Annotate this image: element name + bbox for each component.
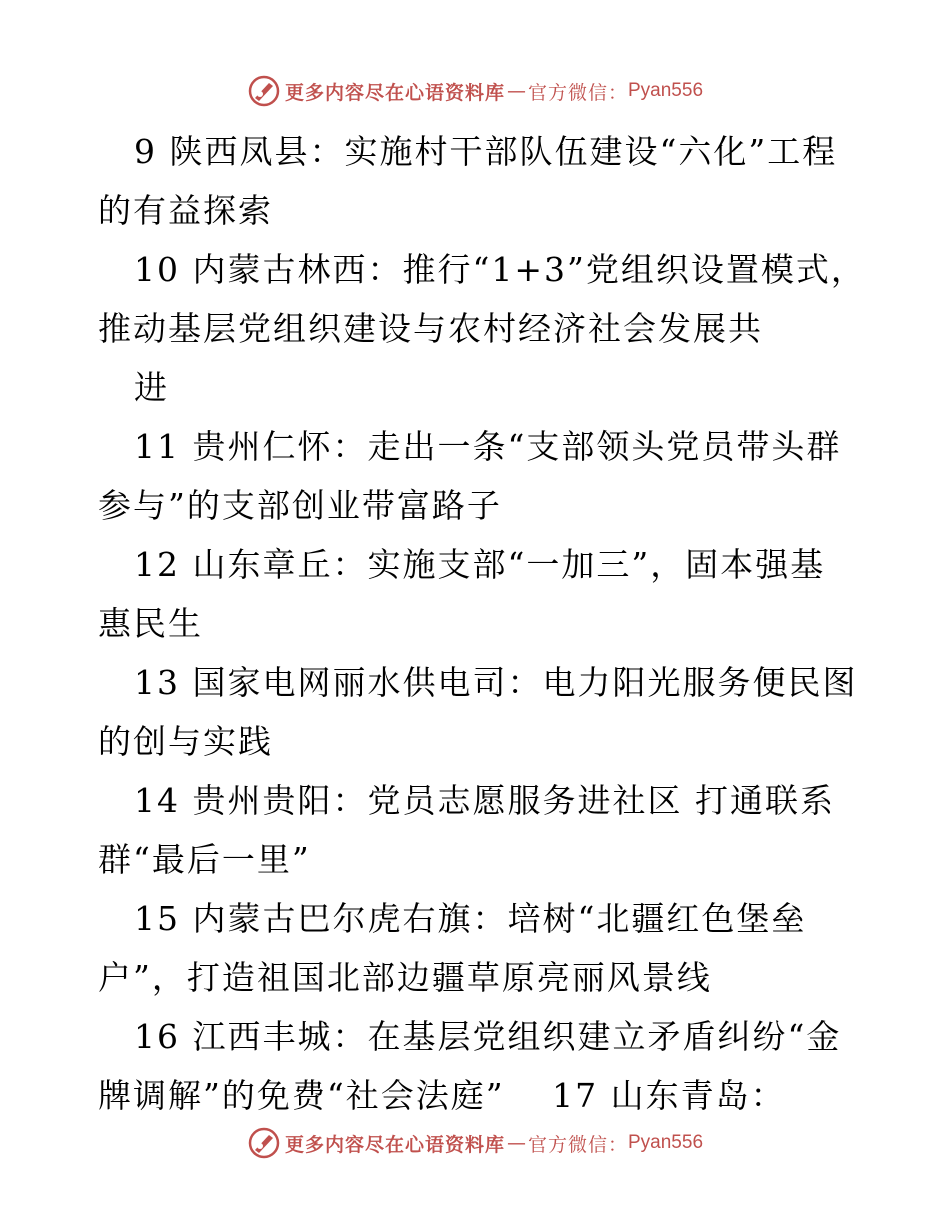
text-line: 户”，打造祖国北部边疆草原亮丽风景线 bbox=[98, 958, 712, 997]
text-line: 10 内蒙古林西：推行“1+3”党组织设置模式， bbox=[134, 250, 866, 289]
watermark-main-text: 更多内容尽在心语资料库 bbox=[284, 1133, 505, 1156]
footer-watermark bbox=[0, 1126, 950, 1160]
text-line: 13 国家电网丽水供电司：电力阳光服务便民图 bbox=[134, 663, 858, 702]
text-line: 牌调解”的免费“社会法庭” 17 山东青岛： bbox=[98, 1076, 786, 1115]
watermark-dash: — bbox=[506, 1132, 526, 1154]
text-line: 9 陕西凤县：实施村干部队伍建设“六化”工程 bbox=[134, 132, 838, 171]
watermark-dash: — bbox=[506, 80, 526, 102]
text-line: 参与”的支部创业带富路子 bbox=[98, 486, 502, 525]
text-line: 的创与实践 bbox=[98, 722, 273, 761]
text-line: 16 江西丰城：在基层党组织建立矛盾纠纷“金 bbox=[134, 1017, 842, 1056]
text-line: 惠民生 bbox=[98, 604, 203, 643]
text-line: 15 内蒙古巴尔虎右旗：培树“北疆红色堡垒 bbox=[134, 899, 807, 938]
text-line: 11 贵州仁怀：走出一条“支部领头党员带头群 bbox=[134, 427, 842, 466]
header-watermark bbox=[0, 74, 950, 108]
text-line: 12 山东章丘：实施支部“一加三”，固本强基 bbox=[134, 545, 826, 584]
text-line: 推动基层党组织建设与农村经济社会发展共 bbox=[98, 309, 763, 348]
watermark-sub-text: 官方微信： bbox=[527, 81, 628, 104]
text-line: 的有益探索 bbox=[98, 191, 273, 230]
watermark-wechat-id: Pyan556 bbox=[628, 1132, 704, 1153]
pen-seal-icon bbox=[247, 1126, 281, 1160]
watermark-wechat-id: Pyan556 bbox=[628, 80, 704, 101]
text-line: 14 贵州贵阳：党员志愿服务进社区 打通联系 bbox=[134, 781, 835, 820]
text-line: 群“最后一里” bbox=[98, 840, 311, 879]
text-line: 进 bbox=[134, 368, 169, 407]
pen-seal-icon bbox=[247, 74, 281, 108]
watermark-sub-text: 官方微信： bbox=[527, 1133, 628, 1156]
document-body bbox=[98, 122, 866, 1125]
watermark-main-text: 更多内容尽在心语资料库 bbox=[284, 81, 505, 104]
